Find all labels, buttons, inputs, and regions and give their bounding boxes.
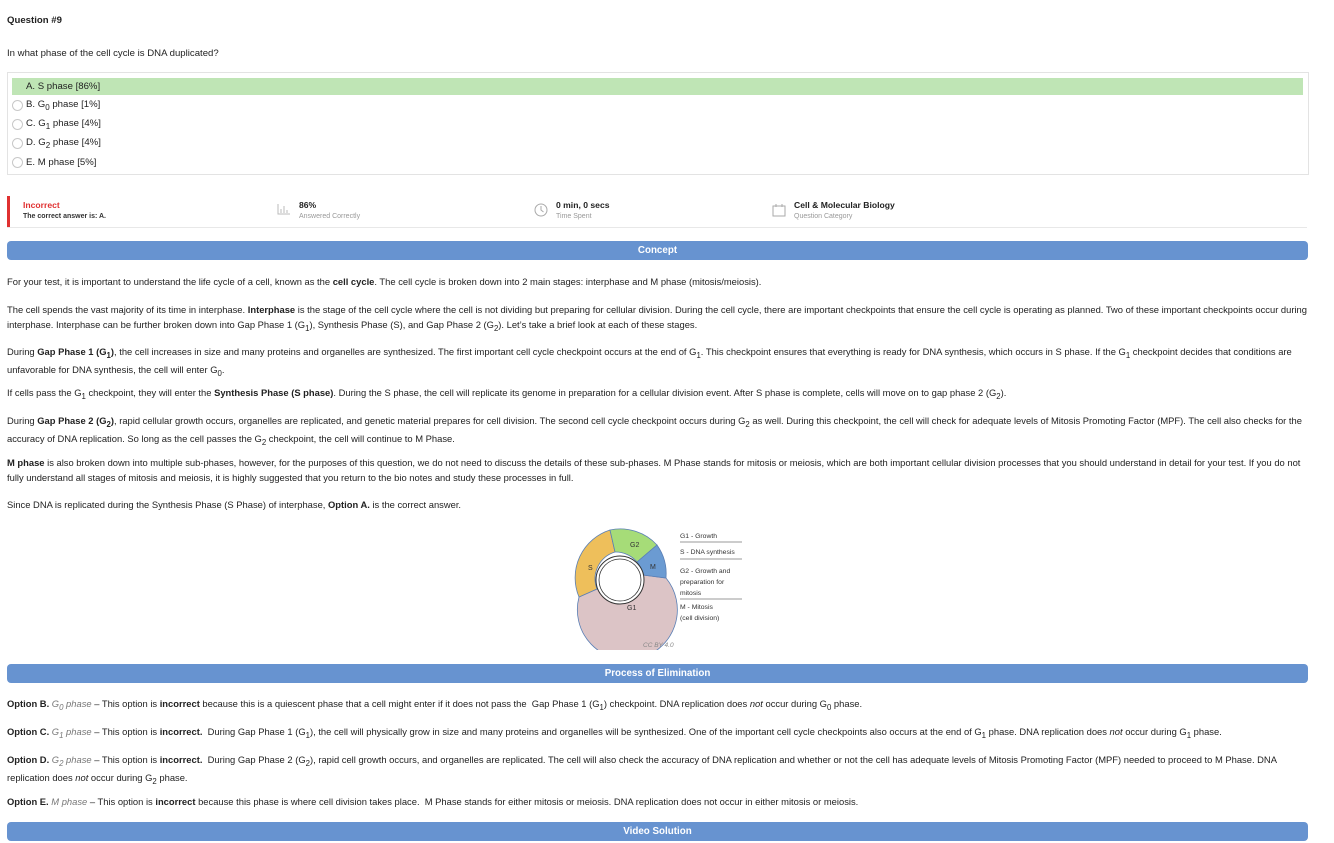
concept-text: M phase is also broken down into multiple sub-phases, however, for the purposes of this question, we do not need to discuss the details of these sub-phases. M Phase stands for mitosis or meiosis, which are both important cellular division processes that you should understand in detail for your test. If you do not fully understand all stages of mitosis and meiosis, it is highly suggested that you return to the bio notes and study these processes in full. [7,457,1301,483]
question-title: Question #9 [7,15,62,26]
incorrect-indicator [7,196,10,227]
option-b-explanation: Option B. $G_0$ phase – This option is incorrect because this is a quiescent phase that a cell might enter if it does not pass the Gap Phase 1 $(G_1)$ checkpoint. DNA replication does not occur during $G_0$ phase. [7,698,863,712]
radio-button[interactable] [12,100,23,111]
option-b-label: B. $G_0$ phase [1%] [26,98,101,112]
calendar-icon [772,203,786,220]
option-d[interactable] [12,135,101,152]
time-spent: 0 min, 0 secs Time Spent [556,200,610,220]
legend-item: S - DNA synthesis [680,549,735,556]
cell-cycle-diagram [570,525,750,650]
concept-text: Since DNA is replicated during the Synthesis Phase (S Phase) of interphase, Option A. is the correct answer. [7,499,462,510]
answer-options [7,72,1309,175]
option-a-label: A. S phase [86%] [26,81,101,92]
concept-text: During Gap Phase 1 $(G_1)$, the cell increases in size and many proteins and organelles are synthesized. The first important cell cycle checkpoint occurs at the end of $G_1$. This checkpoint ensures that everything is ready for DNA synthesis, which occurs in S phase. If the $G_1$ checkpoint decides that conditions are unfavorable for DNA synthesis, the cell will enter $G_0$. [7,346,1292,379]
answered-correctly: 86% Answered Correctly [299,200,360,220]
legend-item: G1 - Growth [680,533,718,540]
question-category: Cell & Molecular Biology Question Category [794,200,895,220]
option-e-label: E. M phase [5%] [26,157,97,168]
clock-icon [534,203,548,220]
legend-item: (cell division) [680,615,720,622]
g1-label: G1 [627,605,637,612]
concept-banner: Concept [7,241,1308,260]
s-label: S [588,565,593,572]
concept-text: The cell spends the vast majority of its time in interphase. Interphase is the stage of the cell cycle where the cell is not dividing but preparing for cellular division. During the cell cycle, there are important checkpoints that ensure the cell cycle is operating as planned. Two of these important checkpoints occur during interphase. Interphase can be further broken down into Gap Phase 1 $(G_1)$, Synthesis Phase (S), and Gap Phase 2 $(G_2)$. Let’s take a brief look at each of these stages. [7,304,1307,333]
option-d-label: D. $G_2$ phase [4%] [26,136,101,150]
radio-button[interactable] [12,157,23,168]
option-e[interactable] [12,154,96,171]
option-d-explanation: Option D. $G_2$ phase – This option is incorrect. During Gap Phase 2 $(G_2)$, rapid cell growth occurs, and organelles are replicated. The cell will also check the accuracy of DNA replication and whether or not the cell has adequate levels of Mitosis Promoting Factor (MPF) needed to proceed to M Phase. DNA replication does not occur during $G_2$ phase. [7,754,1277,787]
m-label: M [650,564,656,571]
result-status: Incorrect The correct answer is: A. [23,200,106,220]
video-solution-banner[interactable]: Video Solution [7,822,1308,841]
option-c-explanation: Option C. $G_1$ phase – This option is incorrect. During Gap Phase 1 $(G_1)$, the cell will physically grow in size and many proteins and organelles will be synthesized. One of the important cell cycle checkpoints also occurs at the end of $G_1$ phase. DNA replication does not occur during $G_1$ phase. [7,726,1222,740]
legend-item: preparation for [680,579,725,586]
option-a[interactable] [12,78,1303,95]
legend-item: G2 - Growth and [680,568,731,575]
option-c[interactable] [12,116,101,133]
question-text: In what phase of the cell cycle is DNA duplicated? [7,48,219,59]
bar-chart-icon [277,203,291,218]
concept-text: During Gap Phase 2 $(G_2)$, rapid cellular growth occurs, organelles are replicated, and genetic material prepares for cell division. The second cell cycle checkpoint occurs during $G_2$ as well. During this checkpoint, the cell will check for adequate levels of Mitosis Promoting Factor (MPF). The cell also checks for the accuracy of DNA replication. So long as the cell passes the $G_2$ checkpoint, the cell will continue to M Phase. [7,415,1302,448]
result-bar [7,196,1307,228]
option-b[interactable] [12,97,100,114]
concept-text: For your test, it is important to understand the life cycle of a cell, known as the cell cycle. The cell cycle is broken down into 2 main stages: interphase and M phase (mitosis/meiosis). [7,276,762,287]
option-e-explanation: Option E. M phase – This option is incorrect because this phase is where cell division takes place. M Phase stands for either mitosis or meiosis. DNA replication does not occur in either mitosis or meiosis. [7,796,859,807]
g2-label: G2 [630,542,640,549]
radio-button[interactable] [12,138,23,149]
legend-item: M - Mitosis [680,604,713,611]
option-c-label: C. $G_1$ phase [4%] [26,117,101,131]
legend-item: mitosis [680,590,702,597]
concept-text: If cells pass the $G_1$ checkpoint, they will enter the Synthesis Phase (S phase). During the S phase, the cell will replicate its genome in preparation for a cellular division event. After S phase is complete, cells will move on to gap phase 2 $(G_2)$. [7,387,1007,401]
radio-button[interactable] [12,119,23,130]
license-caption: CC BY 4.0 [643,642,674,649]
elimination-banner: Process of Elimination [7,664,1308,683]
